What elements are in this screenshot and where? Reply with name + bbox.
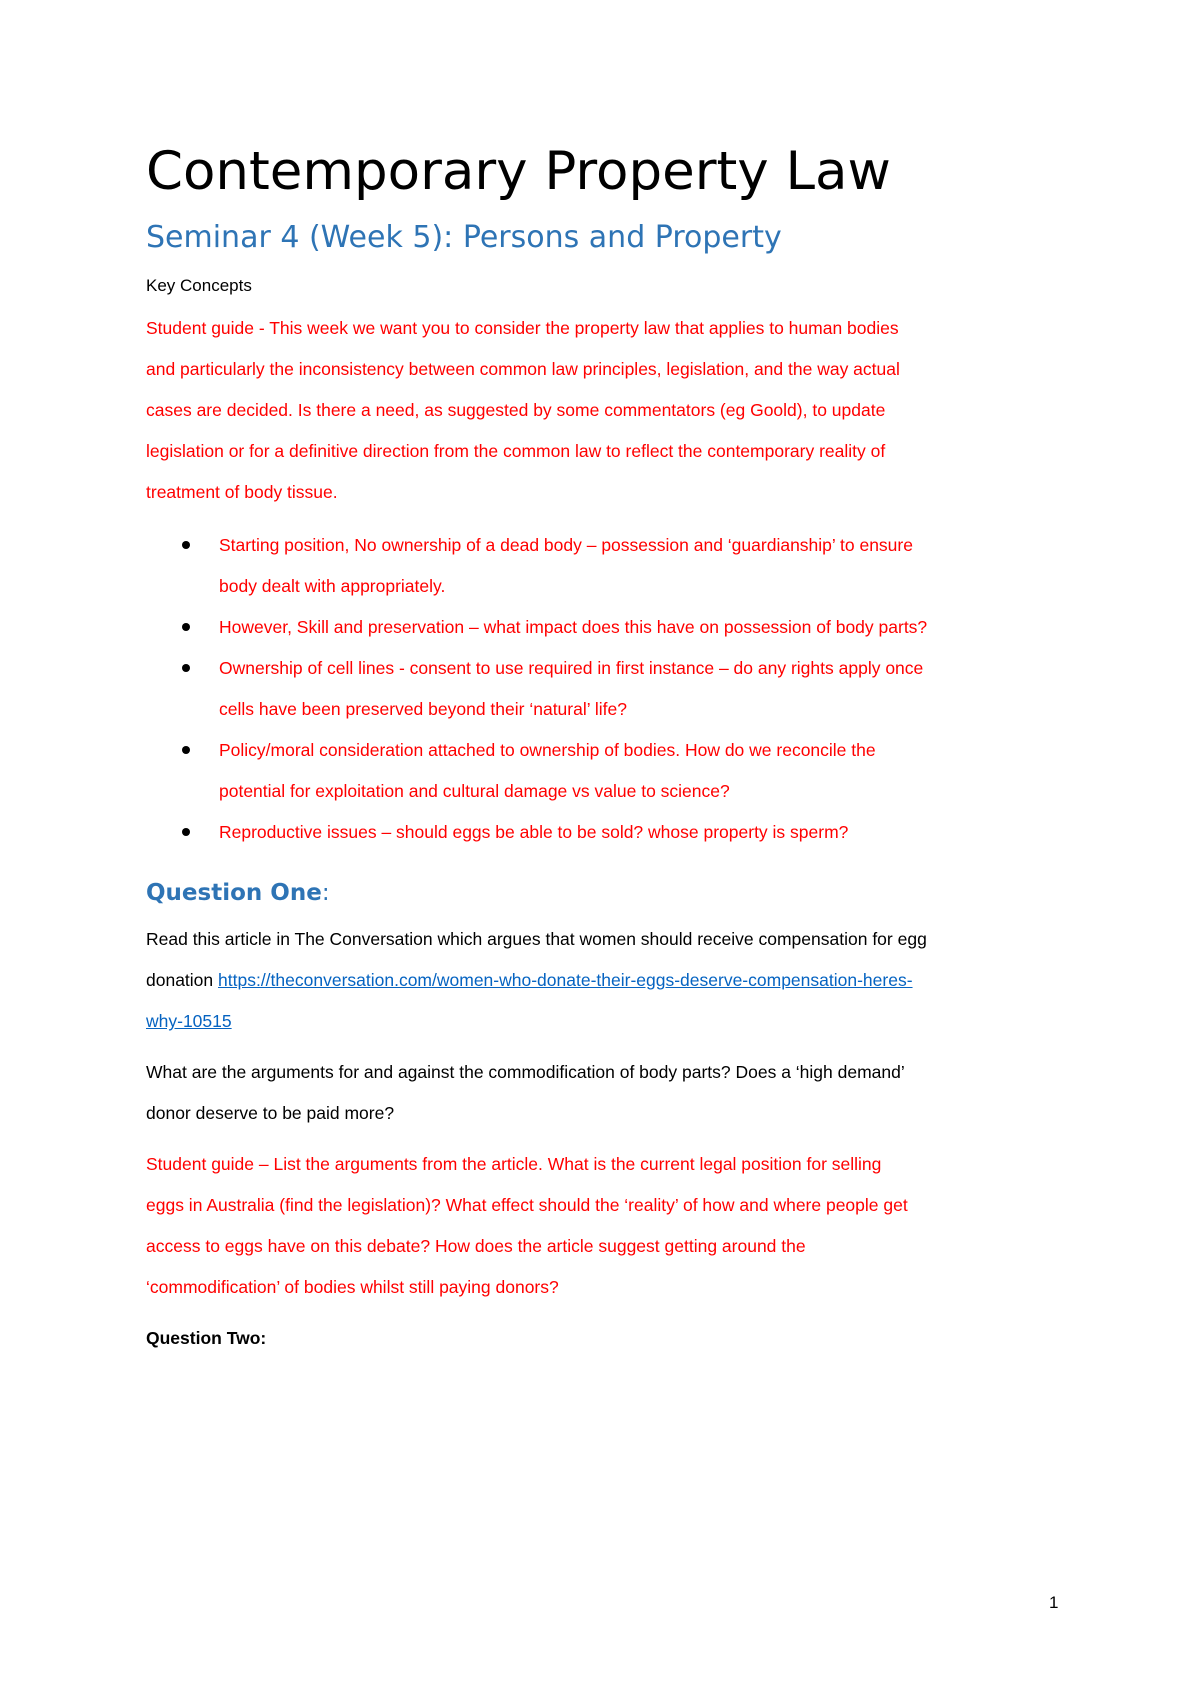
guide-line: Student guide - This week we want you to consider the property law that applies to human bodies (146, 318, 899, 339)
list-item-line: Reproductive issues – should eggs be able to be sold? whose property is sperm? (219, 822, 849, 843)
list-item-line: body dealt with appropriately. (219, 576, 446, 597)
question-two-heading: Question Two: (146, 1328, 267, 1349)
list-item-line: Policy/moral consideration attached to ownership of bodies. How do we reconcile the (219, 740, 876, 761)
list-item (146, 648, 1070, 730)
reading-prefix: donation (146, 970, 219, 991)
bullet-icon (182, 746, 190, 754)
list-item-line: However, Skill and preservation – what impact does this have on possession of body parts? (219, 617, 928, 638)
bullet-icon (182, 828, 190, 836)
question-one-heading-text: Question One (146, 880, 322, 907)
bullet-icon (182, 541, 190, 549)
guide-line: cases are decided. Is there a need, as suggested by some commentators (eg Goold), to update (146, 400, 886, 421)
list-item (146, 607, 1070, 648)
article-link-line[interactable]: https://theconversation.com/women-who-donate-their-eggs-deserve-compensation-heres- (218, 970, 913, 991)
guide-line: treatment of body tissue. (146, 482, 338, 503)
bullet-icon (182, 664, 190, 672)
key-concepts-list (146, 525, 1070, 853)
student-guide-intro (146, 308, 1070, 513)
bullet-icon (182, 623, 190, 631)
question-one-student-guide (146, 1144, 1070, 1308)
question-one-prompt (146, 1052, 1070, 1134)
reading-line: Read this article in The Conversation which argues that women should receive compensation for egg (146, 929, 927, 950)
guide-line: access to eggs have on this debate? How does the article suggest getting around the (146, 1236, 806, 1257)
list-item-line: Ownership of cell lines - consent to use required in first instance – do any rights apply once (219, 658, 924, 679)
guide-line: legislation or for a definitive direction from the common law to reflect the contemporary reality of (146, 441, 886, 462)
question-one-reading (146, 919, 1070, 1042)
list-item-line: Starting position, No ownership of a dead body – possession and ‘guardianship’ to ensure (219, 535, 913, 556)
document-content (146, 140, 1070, 1359)
article-link-line[interactable]: why-10515 (146, 1011, 232, 1032)
guide-line: Student guide – List the arguments from the article. What is the current legal position for selling (146, 1154, 882, 1175)
seminar-subtitle: Seminar 4 (Week 5): Persons and Property (146, 219, 782, 255)
page-number: 1 (1049, 1593, 1059, 1612)
prompt-line: donor deserve to be paid more? (146, 1103, 395, 1124)
list-item (146, 525, 1070, 607)
guide-line: and particularly the inconsistency between common law principles, legislation, and the way actual (146, 359, 900, 380)
document-title: Contemporary Property Law (146, 141, 891, 202)
list-item-line: cells have been preserved beyond their ‘natural’ life? (219, 699, 627, 720)
guide-line: ‘commodification’ of bodies whilst still paying donors? (146, 1277, 559, 1298)
list-item (146, 812, 1070, 853)
question-one-heading-colon: : (321, 880, 330, 907)
key-concepts-label: Key Concepts (146, 275, 252, 295)
guide-line: eggs in Australia (find the legislation)? What effect should the ‘reality’ of how and where people get (146, 1195, 908, 1216)
article-link[interactable] (146, 970, 913, 1031)
prompt-line: What are the arguments for and against the commodification of body parts? Does a ‘high demand’ (146, 1062, 905, 1083)
list-item (146, 730, 1070, 812)
list-item-line: potential for exploitation and cultural damage vs value to science? (219, 781, 730, 802)
question-one-heading (146, 877, 1070, 909)
